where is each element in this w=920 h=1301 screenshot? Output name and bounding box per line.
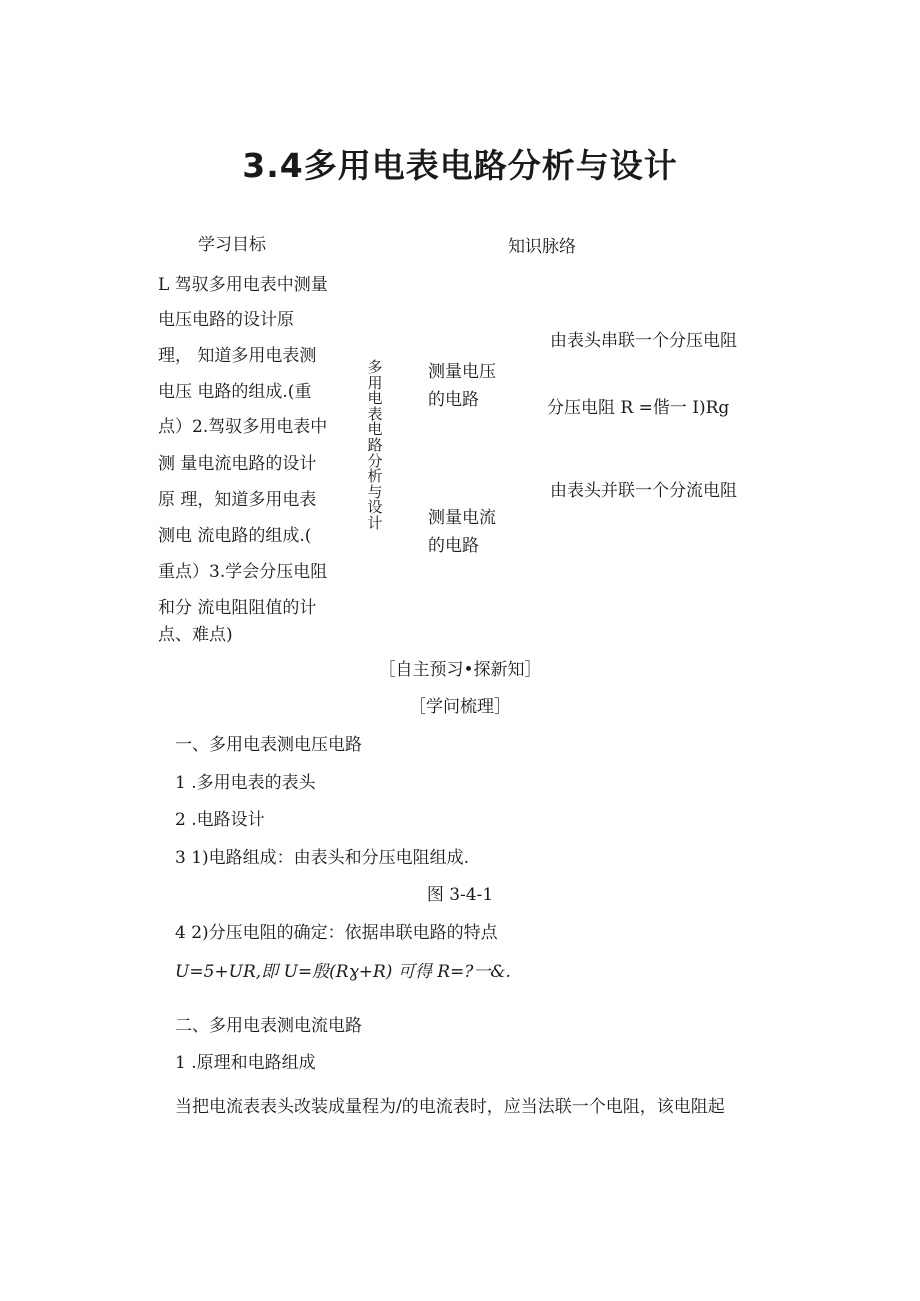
goal-line-3: 理， 知道多用电表测 — [158, 346, 317, 366]
goal-line-5: 点）2.驾驭多用电表中 — [158, 417, 328, 437]
goal-line-1: L 驾驭多用电表中测量 — [158, 275, 328, 295]
goals-header: 学习目标 — [198, 235, 266, 255]
part1-item-3: 3 1)电路组成：由表头和分压电阻组成. — [175, 848, 470, 868]
context-header: 知识脉络 — [508, 237, 576, 257]
section-header-preview: ［自主预习•探新知］ — [378, 660, 542, 680]
goal-line-9: 重点）3.学会分压电阻 — [158, 562, 328, 582]
part1-item-4: 4 2)分压电阻的确定：依据串联电路的特点 — [175, 923, 498, 943]
part1-item-2: 2 .电路设计 — [175, 810, 265, 830]
part1-heading: 一、多用电表测电压电路 — [175, 735, 362, 755]
goal-line-2: 电压电路的设计原 — [158, 310, 294, 330]
goal-line-7: 原 理，知道多用电表 — [158, 490, 317, 510]
branch-current-name-2: 的电路 — [428, 536, 479, 556]
branch-voltage-name-2: 的电路 — [428, 390, 479, 410]
document-title: 3.4多用电表电路分析与设计 — [242, 146, 678, 185]
branch-current-detail-1: 由表头并联一个分流电阻 — [550, 481, 737, 501]
part2-item-1: 1 .原理和电路组成 — [175, 1053, 316, 1073]
section-header-knowledge: ［学问梳理］ — [409, 697, 511, 717]
formula-line: U=5+UR,即 U=殷(Rɣ+R) 可得 R=?一&. — [175, 962, 511, 982]
figure-caption: 图 3-4-1 — [426, 885, 494, 905]
goal-line-8: 测电 流电路的组成.( — [158, 526, 312, 546]
part1-item-1: 1 .多用电表的表头 — [175, 773, 316, 793]
branch-voltage-detail-1: 由表头串联一个分压电阻 — [550, 331, 737, 351]
part2-paragraph: 当把电流表表头改装成量程为/的电流表时，应当法联一个电阻，该电阻起 — [175, 1097, 725, 1117]
branch-voltage-name-1: 测量电压 — [428, 362, 496, 382]
vertical-topic-label: 多用电表电路分析与设计 — [367, 358, 383, 532]
branch-voltage-detail-2: 分压电阻 R =偕一 I)Rg — [547, 398, 730, 418]
goal-line-6: 测 量电流电路的设计 — [158, 454, 317, 474]
part2-heading: 二、多用电表测电流电路 — [175, 1016, 362, 1036]
goal-line-10: 和分 流电阻阻值的计 — [158, 598, 317, 618]
goal-line-11: 点、难点) — [158, 625, 233, 645]
branch-current-name-1: 测量电流 — [428, 508, 496, 528]
goal-line-4: 电压 电路的组成.(重 — [158, 382, 312, 402]
